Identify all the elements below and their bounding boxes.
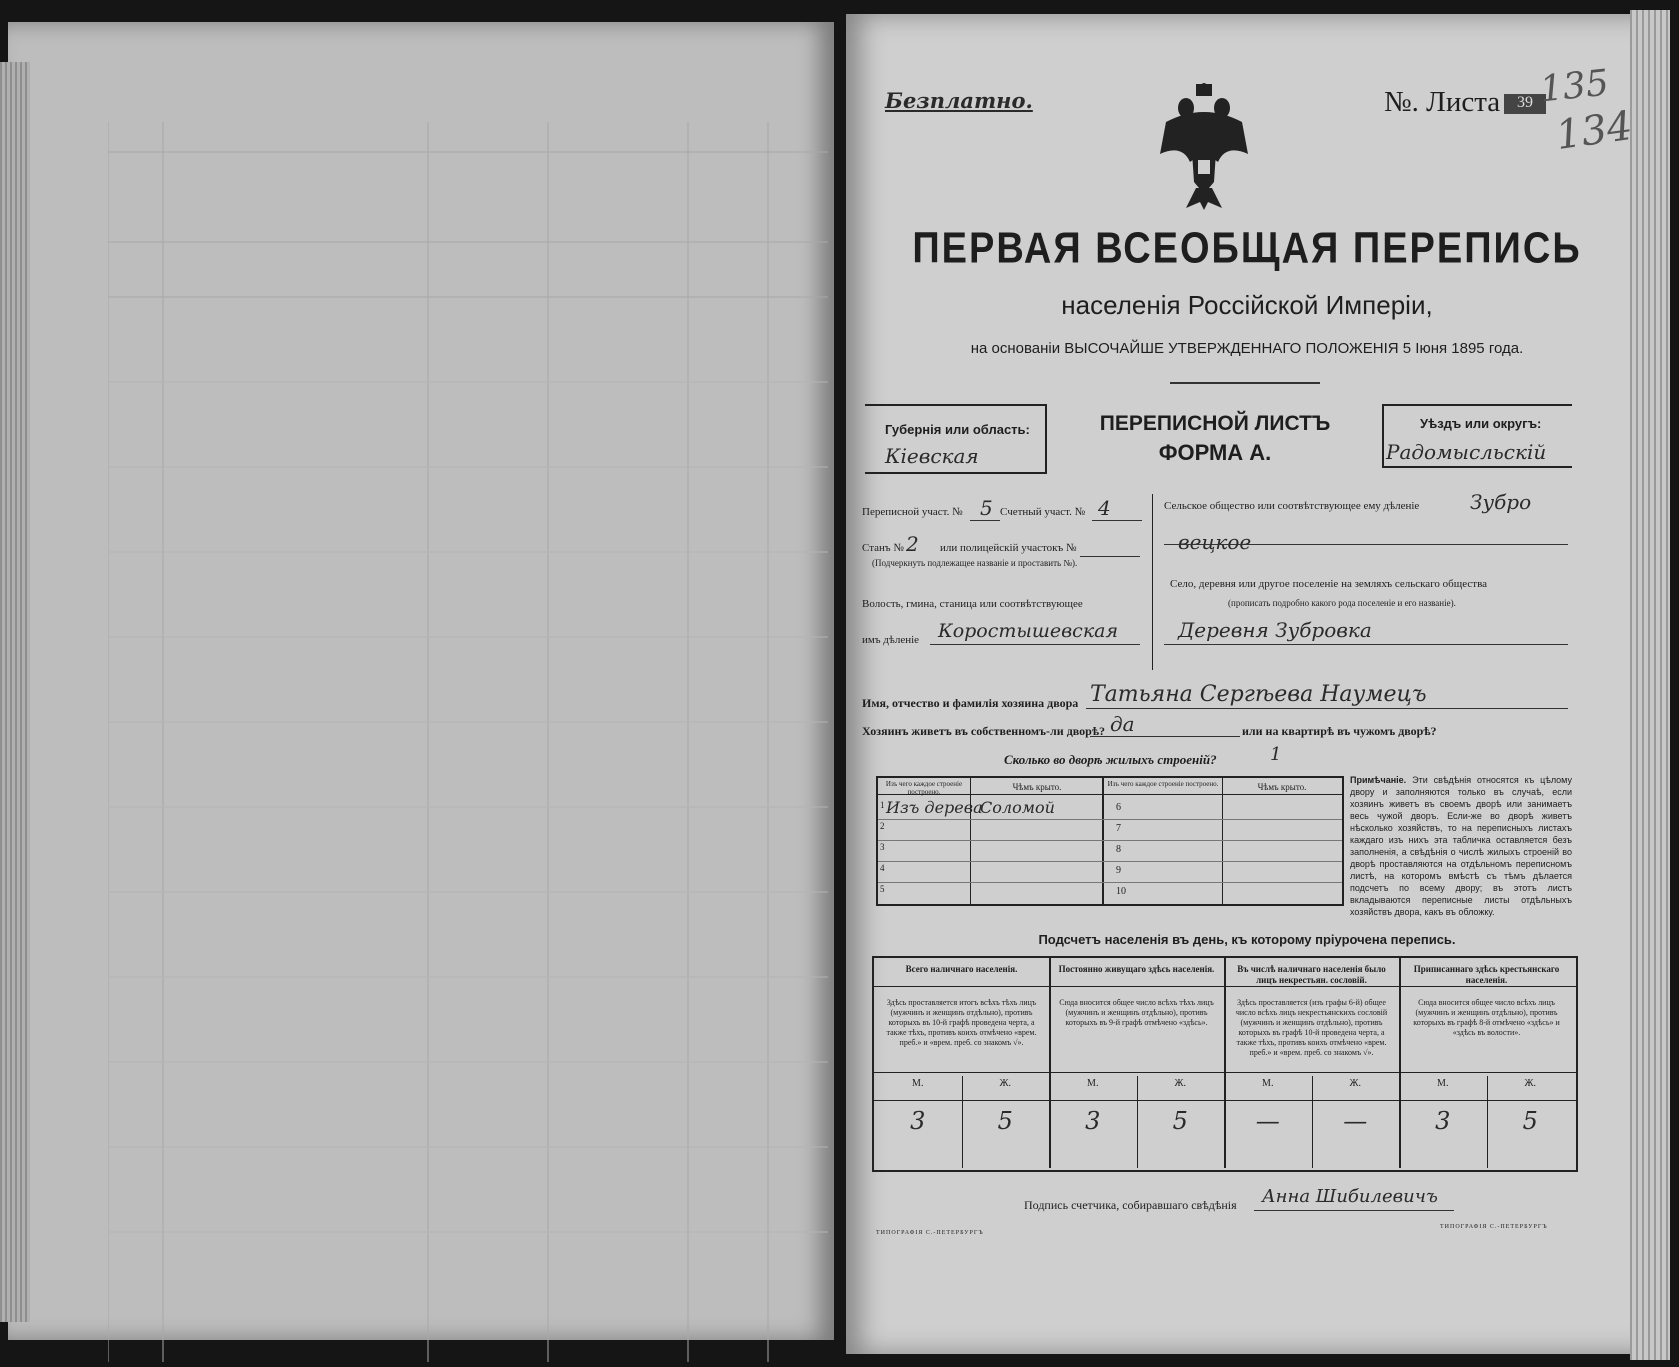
legal-basis: на основаніи ВЫСОЧАЙШЕ УТВЕРЖДЕННАГО ПОЛОЖЕНІЯ 5 Іюня 1895 года. — [970, 340, 1524, 357]
population-table-title: Подсчетъ населенія въ день, къ которому пріурочена перепись. — [1038, 932, 1456, 947]
building-row-number: 2 — [880, 821, 885, 831]
note-text: Эти свѣдѣнія относятся къ цѣлому двору и заполняются только въ случаѣ, если хозяинъ живетъ въ своемъ дворѣ или занимаетъ весь чужой дворъ. Если-же во дворѣ живетъ нѣсколько хозяйствъ, то на переписныхъ листахъ каждаго изъ нихъ эта табличка оставляется безъ заполненія, а свѣдѣнія о числѣ жилыхъ строеній во дворѣ проставляются на отдѣльномъ переписномъ листѣ, на которомъ вмѣстѣ съ тѣмъ дѣлается подсчетъ по всему двору; въ этотъ листъ вкладываются переписные листы отдѣльныхъ хозяйствъ двора, какъ въ обложку. — [1350, 775, 1572, 917]
female-label: Ж. — [1524, 1078, 1536, 1089]
uezd-value: Радомысльскій — [1386, 440, 1547, 464]
building-material: Изъ дерева — [886, 798, 983, 817]
building-row-number-right: 7 — [1116, 823, 1121, 834]
col-roof-header: Чѣмъ крыто. — [1012, 782, 1062, 792]
volost-label-2: имъ дѣленіе — [862, 634, 920, 646]
male-count: 3 — [910, 1107, 926, 1135]
buildings-count-value: 1 — [1270, 744, 1282, 765]
building-row-number-right: 8 — [1116, 844, 1121, 855]
printer-imprint-right: ТИПОГРАФІЯ С.-ПЕТЕРБУРГЪ — [1440, 1224, 1548, 1230]
page-edges — [0, 62, 30, 1322]
double-headed-eagle-emblem — [1156, 82, 1252, 212]
owner-name-label: Имя, отчество и фамилія хозяина двора — [862, 696, 1079, 710]
owner-name-value: Татьяна Сергѣева Наумецъ — [1090, 682, 1427, 707]
volost-value: Коростышевская — [938, 620, 1119, 642]
village-label: Село, деревня или другое поселеніе на земляхъ сельскаго общества — [1170, 578, 1488, 590]
male-count: 3 — [1435, 1107, 1451, 1135]
male-label: М. — [1262, 1078, 1274, 1089]
col-material-header: Изъ чего каждое строеніе построено. — [885, 780, 963, 796]
building-row-number: 1 — [880, 800, 885, 810]
building-row-number: 4 — [880, 863, 885, 873]
population-col-header: Въ числѣ наличнаго населенія было лицъ некрестьян. сословій. — [1237, 964, 1386, 985]
building-row-number: 5 — [880, 884, 885, 894]
society-label: Сельское общество или соотвѣтствующее ему дѣленіе — [1164, 500, 1420, 512]
population-col-description: Здѣсь проставляется (изъ графы 6-й) общее число всѣхъ лицъ некрестьянскихъ сословій (мужчинъ и женщинъ отдѣльно), противъ которыхъ въ графѣ 10-й проведена черта, а также тѣхъ, противъ коихъ отмѣчено «врем. преб.» и «врем. преб. со знакомъ √». — [1235, 998, 1388, 1057]
buildings-count-label: Сколько во дворѣ жилыхъ строеній? — [1004, 752, 1217, 767]
gubernia-value: Кіевская — [885, 444, 979, 468]
male-label: М. — [1087, 1078, 1099, 1089]
population-col-description: Сюда вносится общее число всѣхъ лицъ (мужчинъ и женщинъ отдѣльно), противъ которыхъ въ графѣ 8-й отмѣчено «здѣсь» и «здѣсь въ волости». — [1413, 998, 1560, 1037]
faded-ledger-grid — [108, 122, 828, 1362]
stan-label: Станъ № — [862, 542, 904, 554]
building-roof: Соломой — [980, 798, 1055, 817]
uezd-label: Уѣздъ или округъ: — [1420, 416, 1542, 431]
census-district-label: Переписной участ. № — [862, 506, 963, 518]
page-title: ПЕРВАЯ ВСЕОБЩАЯ ПЕРЕПИСЬ — [912, 224, 1582, 274]
count-district-label: Счетный участ. № — [1000, 506, 1086, 518]
female-label: Ж. — [1174, 1078, 1186, 1089]
note-label: Примѣчаніе. — [1350, 775, 1407, 785]
archive-number-2: 134 — [1553, 102, 1636, 160]
left-page — [8, 22, 834, 1340]
gubernia-label: Губернія или область: — [885, 422, 1030, 437]
male-label: М. — [912, 1078, 924, 1089]
male-count: 3 — [1085, 1107, 1101, 1135]
population-col-header: Всего наличнаго населенія. — [905, 964, 1018, 974]
form-title-2: ФОРМА А. — [1158, 440, 1272, 465]
subtitle: населенія Россійской Имперіи, — [1061, 290, 1433, 320]
sheet-number-value: 39 — [1504, 94, 1546, 114]
owner-lives-label: Хозяинъ живетъ въ собственномъ-ли дворѣ? — [862, 724, 1106, 738]
population-col-header: Приписаннаго здѣсь крестьянскаго населенія. — [1413, 964, 1560, 985]
female-label: Ж. — [999, 1078, 1011, 1089]
volost-label-1: Волость, гмина, станица или соотвѣтствующее — [862, 598, 1083, 610]
population-col-description: Сюда вносится общее число всѣхъ тѣхъ лицъ (мужчинъ и женщинъ отдѣльно), противъ которыхъ въ 9-й графѣ отмѣчено «здѣсь». — [1059, 998, 1214, 1027]
society-value-1: Зубро — [1470, 490, 1532, 514]
signature-value: Анна Шибилевичъ — [1262, 1186, 1438, 1207]
female-count: 5 — [1522, 1107, 1538, 1135]
village-note: (прописать подробно какого рода поселеніе и его названіе). — [1228, 598, 1456, 608]
female-count: — — [1343, 1107, 1368, 1135]
free-label: Безплатно. — [885, 88, 1033, 113]
census-district-value: 5 — [980, 496, 993, 520]
underline-note: (Подчеркнуть подлежащее названіе и проставить №). — [872, 558, 1078, 568]
signature-label: Подпись счетчика, собиравшаго свѣдѣнія — [1024, 1198, 1237, 1212]
page-edges — [1630, 10, 1670, 1360]
column-divider — [1152, 494, 1153, 670]
building-row-number-right: 9 — [1116, 865, 1121, 876]
archive-number-1: 135 — [1538, 62, 1611, 111]
col-material-header-2: Изъ чего каждое строеніе построено. — [1107, 780, 1219, 788]
building-row-number: 3 — [880, 842, 885, 852]
form-title-1: ПЕРЕПИСНОЙ ЛИСТЪ — [1099, 412, 1331, 435]
male-count: — — [1255, 1107, 1280, 1135]
owner-lives-label-2: или на квартирѣ въ чужомъ дворѣ? — [1242, 724, 1437, 738]
sheet-number-label: №. Листа — [1384, 86, 1501, 118]
ornamental-divider — [1170, 382, 1320, 384]
building-row-number-right: 6 — [1116, 802, 1121, 813]
female-label: Ж. — [1349, 1078, 1361, 1089]
village-value: Деревня Зубровка — [1178, 618, 1372, 642]
building-row-number-right: 10 — [1116, 886, 1126, 897]
note-block — [1350, 774, 1572, 918]
male-label: М. — [1437, 1078, 1449, 1089]
col-roof-header-2: Чѣмъ крыто. — [1257, 782, 1307, 792]
printer-imprint-left: ТИПОГРАФІЯ С.-ПЕТЕРБУРГЪ — [876, 1230, 984, 1236]
female-count: 5 — [997, 1107, 1013, 1135]
female-count: 5 — [1172, 1107, 1188, 1135]
society-value-2: вецкое — [1178, 530, 1252, 554]
stan-value: 2 — [906, 532, 919, 556]
owner-lives-value: да — [1110, 712, 1135, 736]
police-district-label: или полицейскій участокъ № — [940, 542, 1077, 554]
population-col-description: Здѣсь проставляется итогъ всѣхъ тѣхъ лицъ (мужчинъ и женщинъ отдѣльно), противъ которыхъ въ 10-й графѣ проведена черта, а также тѣхъ, противъ коихъ отмѣчено «врем. преб.» и «врем. преб. со знакомъ √». — [886, 998, 1037, 1047]
count-district-value: 4 — [1098, 496, 1111, 520]
population-col-header: Постоянно живущаго здѣсь населенія. — [1058, 964, 1215, 974]
